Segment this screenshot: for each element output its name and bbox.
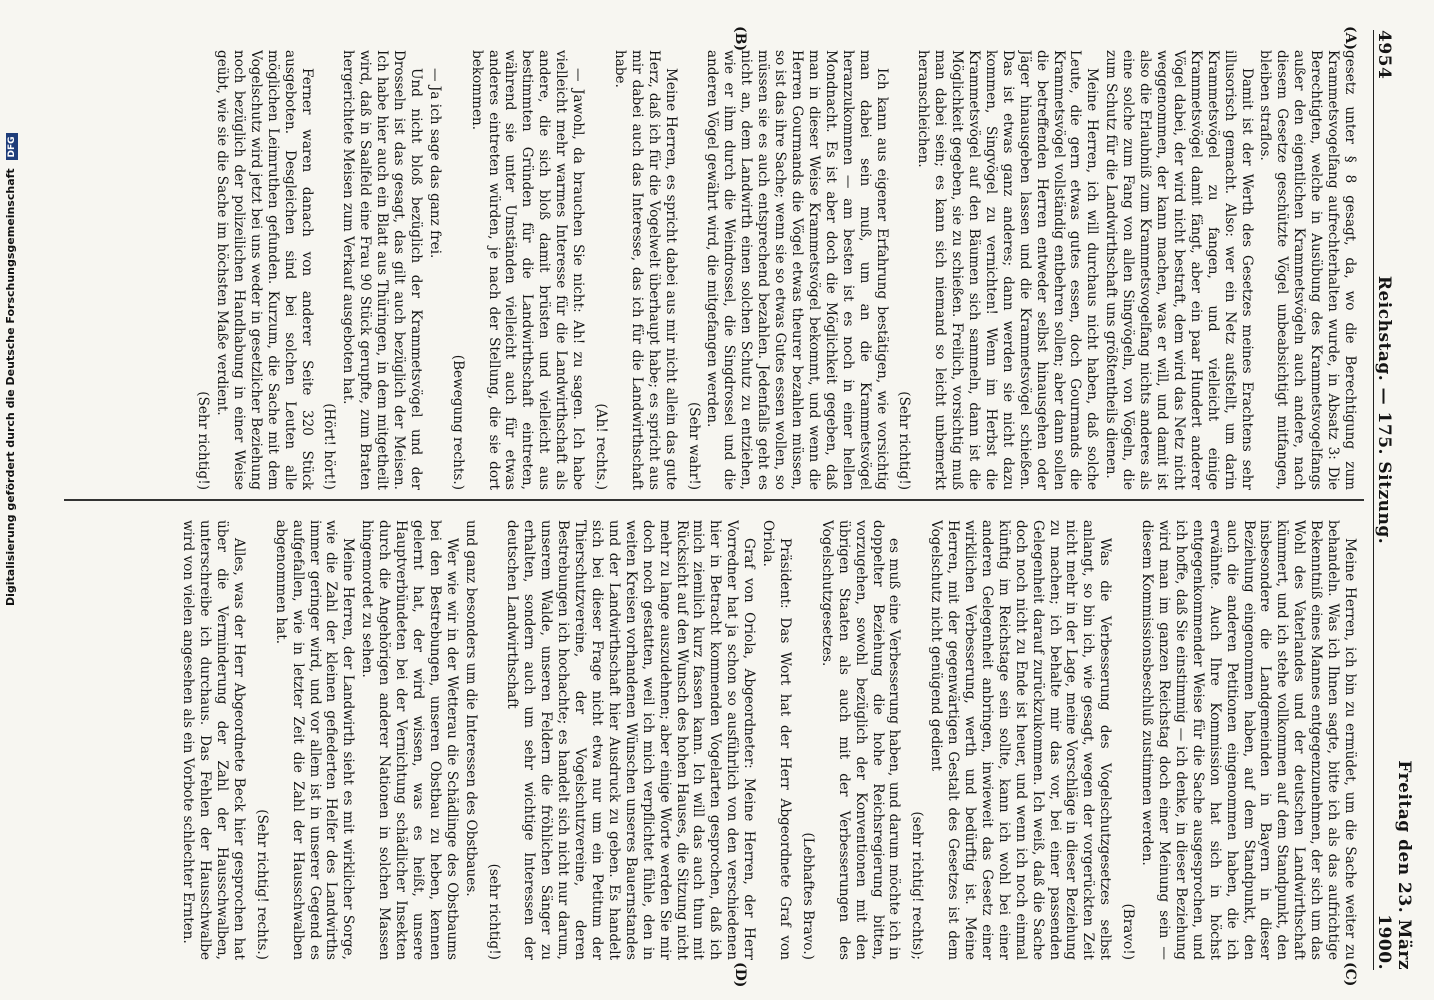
paragraph: Was die Verbesserung des Vogelschutzgesetzes selbst anlangt, so bin ich, wie gesagt, wegen der vorgerückten Zeit nicht mehr in der Lage, meine Vorschläge in dieser Beziehung zu machen; ich behalte mir das vor, bei einer passenden Gelegenheit darauf zurückzukommen. Ich weiß, daß die Sache doch noch nicht zu Ende ist heuer, und wenn ich noch einmal künftig im Reichstage sein sollte, kann ich wohl bei einer anderen Gelegenheit anbringen, inwieweit das Gesetz einer wirklichen Verbesserung, werth und bedürftig ist. Meine Herren, mit der gegenwärtigen Gestalt des Gesetzes ist dem Vogelschutz nicht genügend gedient — [928, 520, 1114, 960]
page-header — [1373, 30, 1414, 970]
paragraph: Wer wie wir in der Wetterau die Schädlinge des Obstbaums bei den Bestrebungen, unseren Obstbau zu heben, kennen gelernt hat, der wird wissen, was es heißt, unsere Hauptverbündeten bei der Vernichtung schädlicher Insekten durch die Angehörigen anderer Nationen in solchen Massen hingemordet zu sehen. — [359, 520, 460, 960]
audience-reaction: (Lebhaftes Bravo.) — [799, 832, 816, 960]
margin-mark-a: (A) — [1342, 26, 1358, 51]
paragraph: Alles, was der Herr Abgeordnete Beck hier gesprochen hat über die Verminderung der Zahl der Hausschwalben, unterschreibe ich durchaus. Das Fehlen der Hausschwalbe wird von vielen angesehen als ein Vorbote schlechter Ernten. — [180, 520, 247, 960]
right-text-column — [68, 520, 1358, 960]
session-date: Freitag den 23. März 1900. — [1374, 760, 1414, 970]
paragraph: Graf von Oriola, Abgeordneter: Meine Herren, der Herr Vorredner hat ja schon so ausführlich von den verschiedenen hier in Betracht kommenden Vogelarten gesprochen, daß ich mich ziemlich kurz fassen kann. Ich will das auch thun mit Rücksicht auf den Wunsch des hohen Hauses, die Sitzung nicht mehr zu lange auszudehnen; aber einige Worte werden Sie mir doch noch gestatten, weil ich mich verpflichtet fühle, den in weiten Kreisen vorhandenen Wünschen unseres Bauernstandes und der Landwirthschaft hier Ausdruck zu geben. Es handelt sich bei dieser Frage nicht etwa nur um ein Petitum der Thierschutzvereine, der Vogelschutzvereine, deren Bestrebungen ich hochachte; es handelt sich nicht nur darum, unserem Walde, unseren Feldern die fröhlichen Sänger zu erhalten, sondern auch um sehr wichtige Interessen der deutschen Landwirthschaft — [504, 520, 758, 960]
audience-reaction: (Sehr richtig! rechts.) — [253, 809, 270, 960]
audience-reaction: (Sehr wahr!) — [685, 402, 702, 490]
paragraph: Damit ist der Werth des Gesetzes meines Erachtens sehr illusorisch gemacht. Also: wer ein Netz aufstellt, um darin Krammetsvögel zu fangen, und vielleicht einige Krammetsvögel damit fängt, aber ein paar Hundert anderer Vögel dabei, der wird nicht bestraft, dem wird das Netz nicht weggenommen, der kann machen, was er will, und damit ist also die Erlaubniß zum Krammetsvogelfang nichts anderes als eine solche zum Fang von allen Singvögeln, von Vögeln, die zum Schutz für die Landwirthschaft uns größtentheils dienen. — [1103, 50, 1255, 490]
audience-reaction: (Sehr richtig!) — [195, 391, 212, 490]
paragraph: es muß eine Verbesserung haben, und darum möchte ich in doppelter Beziehung die hohe Reichsregierung bitten, vorzugehen, sowohl bezüglich der Konventionen mit den übrigen Staaten als auch mit der Verbesserungen des Vogelschutzgesetzes. — [818, 520, 903, 960]
paragraph: Und nicht bloß bezüglich der Krammetsvögel und der Drosseln ist das gesagt, das gilt auch bezüglich der Meisen. Ich habe hier auch ein Blatt aus Thüringen, in dem mitgetheilt wird, daß in Saalfeld eine Frau 90 Stück gerupfte, zum Braten hergerichtete Meisen zum Verkauf ausgeboten hat. — [340, 50, 424, 490]
margin-mark-b: (B) — [732, 26, 748, 52]
paragraph: Ich kann aus eigener Erfahrung bestätigen, wie vorsichtig man dabei sein muß, um an die Krammetsvögel heranzukommen — am besten ist es noch in einer hellen Mondnacht. Es ist aber doch die Möglichkeit gegeben, daß man in dieser Weise Krammetsvögel bekommt, und wenn die Herren Gourmands die Vögel etwas theurer bezahlen müssen, so ist das ihre Sache; wenn sie so etwas Gutes essen wollen, so müssen sie es auch entsprechend bezahlen. Jedenfalls geht es nicht an, dem Landwirth einen solchen Schutz zu entziehen, wie er ihm durch die Weindrossel, die Singdrossel und die anderen Vögel gewährt wird, die mitgefangen werden. — [704, 50, 890, 490]
paragraph: Meine Herren, ich will durchaus nicht haben, daß solche Leute, die gern etwas gutes essen, doch Gourmands die Krammetsvögel vollständig entbehren sollen; aber dann sollen die betreffenden Herren entweder selbst hinausgehen oder Jäger hinausgeben lassen und die Krammetsvögel schießen. Das ist etwas ganz anderes; dann werden sie nicht dazu kommen, Singvögel zu vernichten! Wenn im Herbst die Krammetsvögel auf den Bäumen sich sammeln, dann ist die Möglichkeit gegeben, sie zu schießen. Freilich, vorsichtig muß man dabei sein; es kann sich niemand so leicht unbemerkt heranschleichen. — [915, 50, 1101, 490]
audience-reaction: (Bewegung rechts.) — [449, 354, 466, 490]
column-divider — [64, 499, 1364, 501]
dfg-logo: DFG — [6, 133, 18, 160]
paragraph: Meine Herren, der Landwirth sieht es mit wirklicher Sorge, wie die Zahl der kleinen gefiederten Helfer des Landwirths immer geringer wird, und vor allem ist in unserer Gegend es aufgefallen, wie in letzter Zeit die Zahl der Hausschwalben abgenommen hat. — [272, 520, 357, 960]
audience-reaction: (Bravo!) — [1120, 903, 1137, 960]
paragraph: Meine Herren, es spricht dabei aus mir nicht allein das gute Herz, daß ich für die Vogelwelt überhaupt habe; es spricht aus mir dabei auch das Interesse, das ich für die Landwirthschaft habe. — [611, 50, 679, 490]
margin-mark-c: (C) — [1342, 962, 1358, 987]
page-number: 4954 — [1374, 30, 1394, 80]
paragraph: — Ja ich sage das ganz frei. — [426, 68, 443, 259]
credit-text: Digitalisierung gefördert durch die Deutsche Forschungsgemeinschaft — [4, 168, 17, 606]
paragraph: gesetz unter § 8 gesagt, da, wo die Berechtigung zum Krammetsvogelfang aufrechterhalten wurde, in Absatz 3: Die Berechtigten, welche in Ausübung des Krammetsvogelfangs außer den eigentlichen Krammetsvögeln auch andere, nach diesem Gesetze geschützte Vögel unbeabsichtigt mitfangen, bleiben straflos. — [1257, 50, 1358, 490]
paragraph: und ganz besonders um die Interessen des Obstbaues. — [462, 520, 479, 897]
paragraph: — Jawohl, da brauchen Sie nicht: Ah! zu sagen. Ich habe vielleicht mehr warmes Interesse für die Landwirthschaft als andere, die sich bloß damit brüsten und vielleicht aus bestimmten Gründen für die Landwirthschaft eintreten, während sie unter Umständen vielleicht auch für etwas anderes eintreten würden, je nach der Stellung, die sie dort bekommen. — [468, 50, 587, 490]
audience-reaction: (Ah! rechts.) — [593, 403, 610, 490]
left-text-column — [68, 50, 1358, 490]
audience-reaction: (sehr richtig! rechts); — [909, 811, 926, 960]
audience-reaction: (Sehr richtig!) — [896, 391, 913, 490]
paragraph: Ferner waren danach von anderer Seite 320 Stück ausgeboten. Desgleichen sind bei solchen Leuten alle möglichen Leimruthen gefunden. Kurzum, die Sache mit dem Vogelschutz wird jetzt bei uns weder in gesetzlicher Beziehung noch bezüglich der polizeilichen Handhabung in einer Weise geübt, wie sie die Sache im höchsten Maße verdient. — [214, 50, 315, 490]
paragraph: Präsident: Das Wort hat der Herr Abgeordnete Graf von Oriola. — [760, 520, 793, 960]
audience-reaction: (sehr richtig!) — [485, 863, 502, 960]
digitization-credit — [4, 136, 18, 606]
paragraph: Meine Herren, ich bin zu ermüdet, um die Sache weiter zu behandeln. Was ich Ihnen sagte, bitte ich als das aufrichtige Bekenntniß eines Mannes entgegenzunehmen, der sich um das Wohl des Vaterlandes und der deutschen Landwirthschaft kümmert, und ich stehe vollkommen auf dem Standpunkt, den insbesondere die Landgemeinden in Bayern in dieser Beziehung eingenommen haben, auf dem Standpunkt, den auch die anderen Petitionen eingenommen haben, die ich erwähnte. Auch Ihre Kommission hat sich in höchst entgegenkommender Weise für die Sache ausgesprochen, und ich hoffe, daß Sie einstimmig — ich denke, in dieser Beziehung wird man im ganzen Reichstag doch einer Meinung sein — diesem Kommissionsbeschluß zustimmen werden. — [1139, 520, 1358, 960]
running-title: Reichstag. — 175. Sitzung. — [1374, 275, 1394, 545]
audience-reaction: (Hört! hört!) — [321, 403, 338, 490]
margin-mark-d: (D) — [732, 962, 748, 988]
